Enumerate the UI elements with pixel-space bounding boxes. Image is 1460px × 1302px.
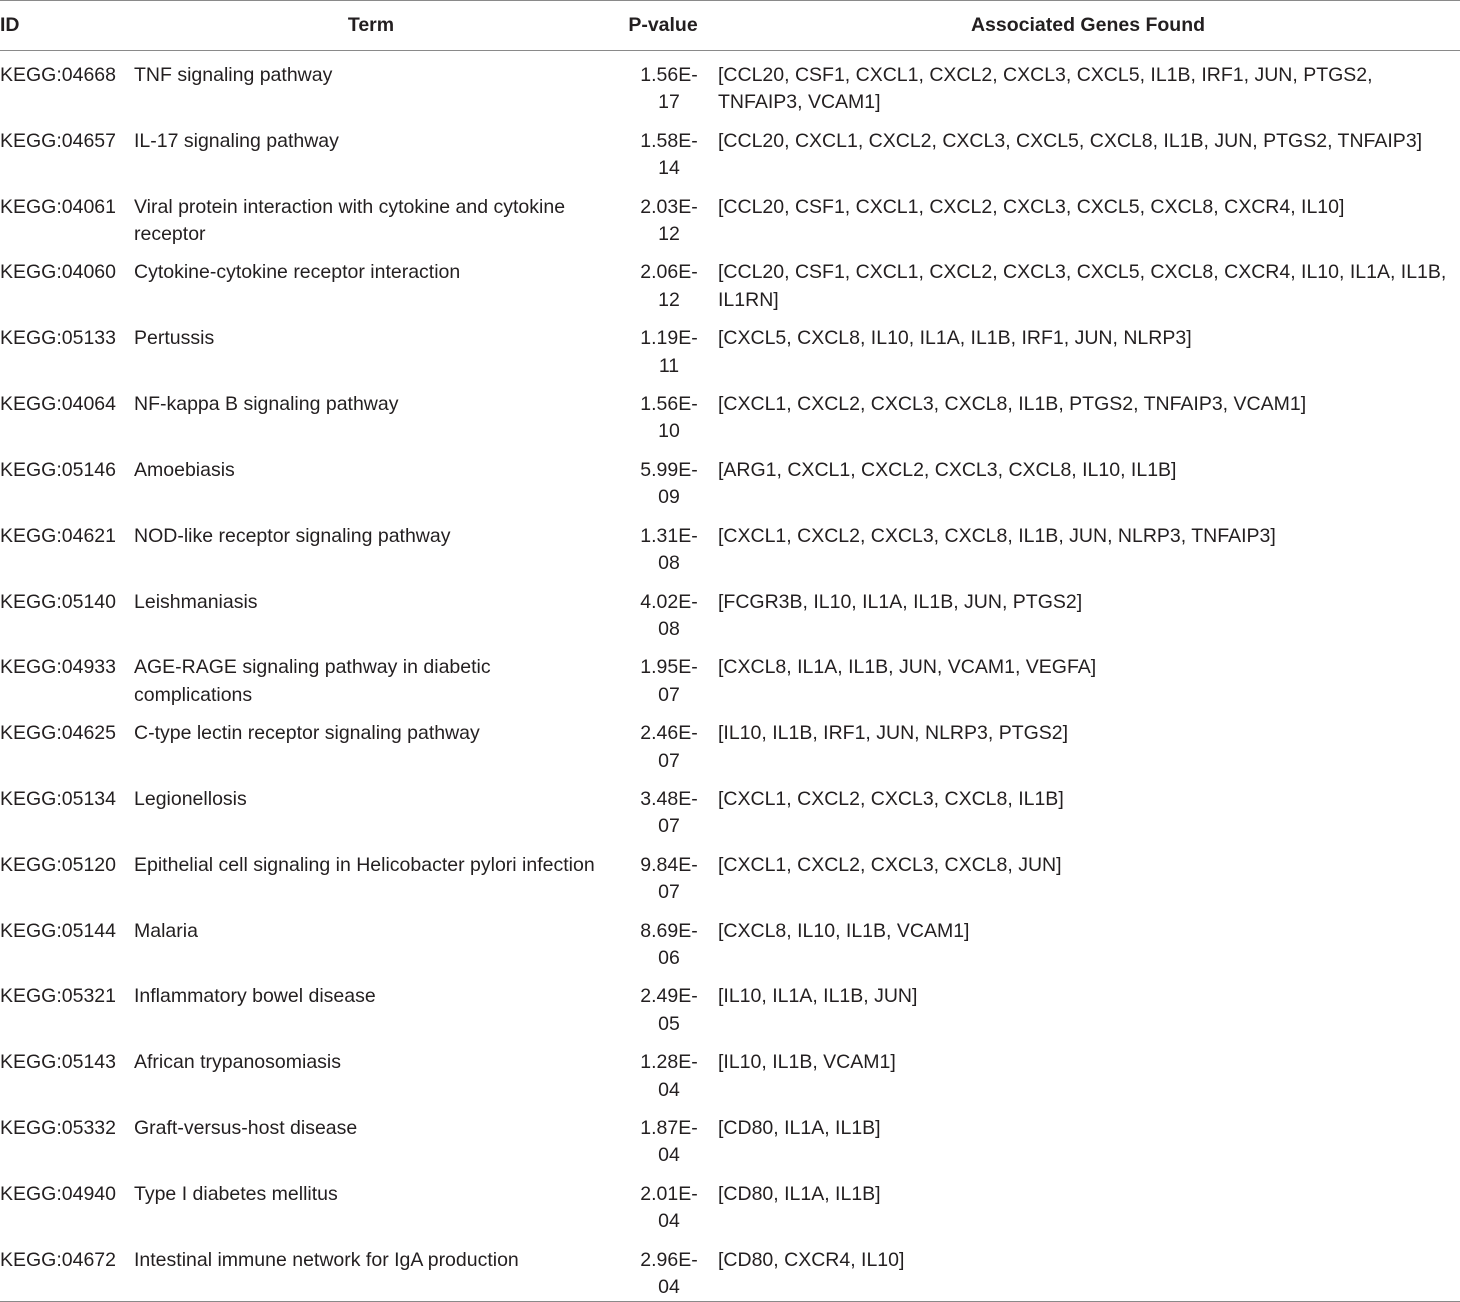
cell-term: IL-17 signaling pathway — [134, 129, 339, 152]
table-row — [0, 446, 1460, 512]
cell-genes: [CD80, IL1A, IL1B] — [718, 1182, 881, 1205]
cell-term: AGE-RAGE signaling pathway in diabetic complications — [134, 656, 491, 706]
cell-genes: [CXCL8, IL10, IL1B, VCAM1] — [718, 919, 970, 942]
cell-id: KEGG:04064 — [0, 393, 116, 416]
pvalue-exponent: 08 — [658, 552, 680, 575]
pvalue-exponent: 07 — [658, 815, 680, 838]
cell-term: Malaria — [134, 919, 198, 942]
cell-pvalue — [610, 709, 716, 775]
table-row — [0, 972, 1460, 1038]
pvalue-mantissa: 2.01E- — [640, 1182, 698, 1205]
cell-genes: [CXCL1, CXCL2, CXCL3, CXCL8, JUN] — [718, 853, 1062, 876]
header-genes: Associated Genes Found — [970, 13, 1206, 36]
cell-term: Pertussis — [134, 327, 215, 350]
cell-pvalue — [610, 578, 716, 644]
cell-genes: [CD80, CXCR4, IL10] — [718, 1248, 905, 1271]
table-row — [0, 578, 1460, 644]
pvalue-exponent: 11 — [658, 354, 680, 377]
table-row — [0, 1236, 1460, 1302]
cell-genes: [CCL20, CSF1, CXCL1, CXCL2, CXCL3, CXCL5, CXCL8, CXCR4, IL10] — [718, 195, 1345, 218]
cell-term: Viral protein interaction with cytokine and cytokine receptor — [134, 195, 566, 246]
table-row — [0, 841, 1460, 907]
pvalue-exponent: 09 — [658, 486, 680, 509]
cell-genes: [CXCL5, CXCL8, IL10, IL1A, IL1B, IRF1, JUN, NLRP3] — [718, 327, 1192, 350]
cell-pvalue — [610, 512, 716, 578]
header-pvalue: P-value — [628, 13, 698, 36]
pvalue-mantissa: 1.56E- — [640, 64, 698, 86]
pvalue-mantissa: 1.87E- — [640, 1117, 698, 1139]
cell-pvalue — [610, 907, 716, 973]
cell-id: KEGG:04061 — [0, 195, 116, 218]
cell-id: KEGG:04940 — [0, 1182, 116, 1205]
cell-genes: [CD80, IL1A, IL1B] — [718, 1117, 881, 1139]
cell-term: Type I diabetes mellitus — [134, 1182, 338, 1205]
table-row — [0, 380, 1460, 446]
pvalue-exponent: 04 — [658, 1210, 680, 1233]
cell-term: TNF signaling pathway — [134, 64, 333, 86]
cell-pvalue — [610, 248, 716, 314]
cell-genes: [IL10, IL1B, IRF1, JUN, NLRP3, PTGS2] — [718, 722, 1069, 745]
cell-term: Epithelial cell signaling in Helicobacter pylori infection — [134, 853, 595, 876]
table-row — [0, 51, 1460, 117]
cell-id: KEGG:04672 — [0, 1248, 116, 1271]
table-row — [0, 248, 1460, 314]
table-body — [0, 51, 1460, 1302]
cell-genes: [CXCL8, IL1A, IL1B, JUN, VCAM1, VEGFA] — [718, 656, 1097, 679]
pvalue-exponent: 04 — [658, 1144, 680, 1167]
cell-term: NOD-like receptor signaling pathway — [134, 524, 451, 547]
cell-id: KEGG:05133 — [0, 327, 116, 350]
pvalue-mantissa: 5.99E- — [640, 458, 698, 481]
cell-id: KEGG:05120 — [0, 853, 116, 876]
cell-term: Leishmaniasis — [134, 590, 258, 613]
cell-id: KEGG:05144 — [0, 919, 116, 942]
pvalue-exponent: 10 — [658, 420, 680, 443]
cell-id: KEGG:05146 — [0, 458, 116, 481]
pvalue-mantissa: 1.31E- — [640, 524, 698, 547]
pvalue-exponent: 04 — [658, 1078, 680, 1101]
cell-genes: [IL10, IL1A, IL1B, JUN] — [718, 985, 918, 1008]
table-row — [0, 1104, 1460, 1170]
cell-pvalue — [610, 643, 716, 709]
pvalue-mantissa: 1.28E- — [640, 1051, 698, 1074]
pvalue-exponent: 14 — [658, 157, 680, 180]
table-row — [0, 314, 1460, 380]
cell-pvalue — [610, 1104, 716, 1170]
cell-id: KEGG:05332 — [0, 1117, 116, 1139]
cell-id: KEGG:05140 — [0, 590, 116, 613]
pvalue-mantissa: 9.84E- — [640, 853, 698, 876]
cell-genes: [CCL20, CXCL1, CXCL2, CXCL3, CXCL5, CXCL8, IL1B, JUN, PTGS2, TNFAIP3] — [718, 129, 1423, 152]
cell-pvalue — [610, 841, 716, 907]
cell-pvalue — [610, 972, 716, 1038]
pvalue-exponent: 04 — [658, 1276, 680, 1299]
cell-genes: [CCL20, CSF1, CXCL1, CXCL2, CXCL3, CXCL5, CXCL8, CXCR4, IL10, IL1A, IL1B, IL1RN] — [718, 261, 1447, 311]
table-row — [0, 1170, 1460, 1236]
table-row — [0, 709, 1460, 775]
pvalue-exponent: 12 — [658, 223, 680, 246]
pvalue-mantissa: 2.46E- — [640, 722, 698, 745]
cell-term: African trypanosomiasis — [134, 1051, 341, 1074]
pvalue-exponent: 17 — [658, 91, 680, 114]
cell-genes: [CXCL1, CXCL2, CXCL3, CXCL8, IL1B, JUN, NLRP3, TNFAIP3] — [718, 524, 1276, 547]
cell-term: Intestinal immune network for IgA production — [134, 1248, 519, 1271]
header-term: Term — [347, 13, 395, 36]
table-row — [0, 512, 1460, 578]
cell-pvalue — [610, 1236, 716, 1302]
table-row — [0, 117, 1460, 183]
pvalue-mantissa: 1.58E- — [640, 129, 698, 152]
pvalue-mantissa: 2.03E- — [640, 195, 698, 218]
cell-genes: [FCGR3B, IL10, IL1A, IL1B, JUN, PTGS2] — [718, 590, 1083, 613]
cell-term: Graft-versus-host disease — [134, 1117, 358, 1139]
pvalue-mantissa: 8.69E- — [640, 919, 698, 942]
cell-pvalue — [610, 314, 716, 380]
table-row — [0, 907, 1460, 973]
table-row — [0, 775, 1460, 841]
cell-id: KEGG:05143 — [0, 1051, 116, 1074]
cell-pvalue — [610, 1170, 716, 1236]
cell-id: KEGG:04060 — [0, 261, 116, 284]
cell-term: Legionellosis — [134, 787, 247, 810]
pvalue-mantissa: 1.95E- — [640, 656, 698, 679]
cell-genes: [ARG1, CXCL1, CXCL2, CXCL3, CXCL8, IL10, IL1B] — [718, 458, 1177, 481]
cell-pvalue — [610, 1038, 716, 1104]
cell-id: KEGG:04933 — [0, 656, 116, 679]
header-row — [0, 1, 1460, 51]
pvalue-exponent: 06 — [658, 946, 680, 969]
cell-id: KEGG:04657 — [0, 129, 116, 152]
cell-pvalue — [610, 183, 716, 249]
cell-genes: [CXCL1, CXCL2, CXCL3, CXCL8, IL1B, PTGS2, TNFAIP3, VCAM1] — [718, 393, 1307, 416]
cell-genes: [CXCL1, CXCL2, CXCL3, CXCL8, IL1B] — [718, 787, 1064, 810]
pvalue-exponent: 07 — [658, 683, 680, 706]
cell-term: Inflammatory bowel disease — [134, 985, 376, 1008]
cell-term: C-type lectin receptor signaling pathway — [134, 722, 480, 745]
pvalue-mantissa: 2.06E- — [640, 261, 698, 284]
pvalue-mantissa: 1.56E- — [640, 393, 698, 416]
cell-id: KEGG:04668 — [0, 64, 116, 86]
cell-pvalue — [610, 446, 716, 512]
cell-genes: [CCL20, CSF1, CXCL1, CXCL2, CXCL3, CXCL5, IL1B, IRF1, JUN, PTGS2, TNFAIP3, VCAM1] — [718, 64, 1373, 114]
cell-pvalue — [610, 380, 716, 446]
table-row — [0, 1038, 1460, 1104]
cell-pvalue — [610, 51, 716, 117]
pvalue-exponent: 12 — [658, 288, 680, 311]
cell-id: KEGG:04625 — [0, 722, 116, 745]
table-row — [0, 183, 1460, 249]
pvalue-mantissa: 2.96E- — [640, 1248, 698, 1271]
cell-pvalue — [610, 117, 716, 183]
cell-term: Amoebiasis — [134, 458, 235, 481]
cell-id: KEGG:04621 — [0, 524, 116, 547]
header-id: ID — [0, 13, 20, 36]
pvalue-mantissa: 4.02E- — [640, 590, 698, 613]
cell-term: NF-kappa B signaling pathway — [134, 393, 399, 416]
pvalue-mantissa: 3.48E- — [640, 787, 698, 810]
table-row — [0, 643, 1460, 709]
cell-pvalue — [610, 775, 716, 841]
cell-id: KEGG:05134 — [0, 787, 116, 810]
pvalue-exponent: 08 — [658, 617, 680, 640]
cell-genes: [IL10, IL1B, VCAM1] — [718, 1051, 896, 1074]
pvalue-exponent: 07 — [658, 749, 680, 772]
pvalue-mantissa: 2.49E- — [640, 985, 698, 1008]
cell-term: Cytokine-cytokine receptor interaction — [134, 261, 461, 284]
pvalue-exponent: 07 — [658, 881, 680, 904]
cell-id: KEGG:05321 — [0, 985, 116, 1008]
pvalue-mantissa: 1.19E- — [640, 327, 698, 350]
pvalue-exponent: 05 — [658, 1012, 680, 1035]
table-header — [0, 1, 1460, 51]
